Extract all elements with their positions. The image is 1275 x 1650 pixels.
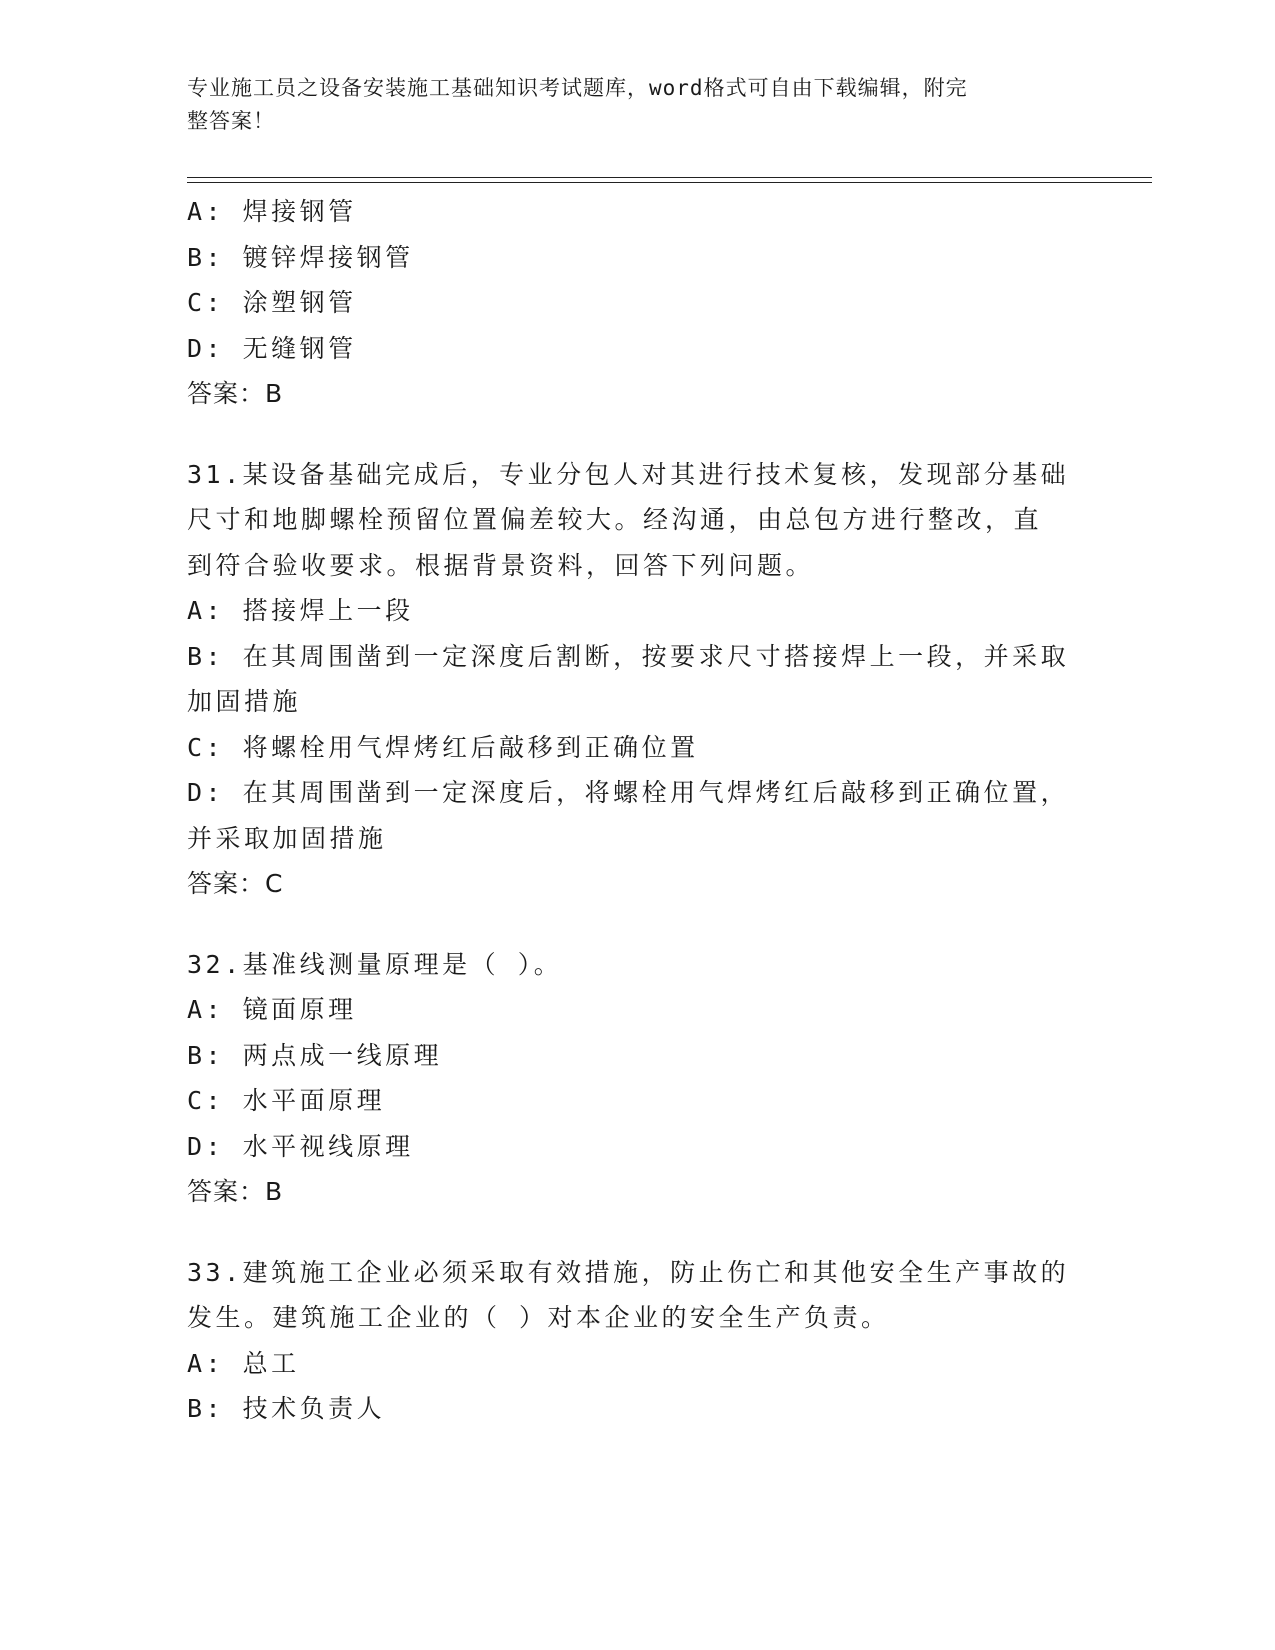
question-30 [187,189,1067,417]
option-b-continued: 加固措施 [187,687,302,716]
option-a: A: 搭接焊上一段 [187,596,414,625]
header-line-1: 专业施工员之设备安装施工基础知识考试题库，word格式可自由下载编辑，附完 [187,76,968,100]
option-a: A: 总工 [187,1348,300,1378]
option-d: D: 无缝钢管 [187,333,357,363]
question-32 [187,942,1067,1215]
option-d-continued: 并采取加固措施 [187,823,387,853]
question-33 [187,1250,1070,1432]
header-divider-bottom [187,182,1152,183]
option-d: D: 水平视线原理 [187,1131,414,1161]
option-b: B: 两点成一线原理 [187,1040,443,1070]
answer: 答案：C [187,869,284,898]
option-d: D: 在其周围凿到一定深度后，将螺栓用气焊烤红后敲移到正确位置， [187,778,1070,807]
question-stem-line: 尺寸和地脚螺栓预留位置偏差较大。经沟通，由总包方进行整改，直 [187,505,1043,534]
question-stem-line: 发生。建筑施工企业的（ ）对本企业的安全生产负责。 [187,1303,890,1332]
question-stem-line: 到符合验收要求。根据背景资料，回答下列问题。 [187,550,815,580]
header-divider-top [187,177,1152,178]
option-c: C: 水平面原理 [187,1086,386,1115]
question-stem-line: 31.某设备基础完成后，专业分包人对其进行技术复核，发现部分基础 [187,459,1070,489]
option-b: B: 在其周围凿到一定深度后割断，按要求尺寸搭接焊上一段，并采取 [187,641,1070,671]
answer: 答案：B [187,1177,284,1206]
question-stem-line: 32.基准线测量原理是（ ）。 [187,949,563,979]
answer: 答案：B [187,379,284,408]
document-header [187,72,1067,138]
option-b: B: 镀锌焊接钢管 [187,242,414,272]
question-list [187,189,1070,1432]
question-stem-line: 33.建筑施工企业必须采取有效措施，防止伤亡和其他安全生产事故的 [187,1257,1070,1287]
option-a: A: 焊接钢管 [187,197,357,226]
option-c: C: 将螺栓用气焊烤红后敲移到正确位置 [187,732,699,762]
option-a: A: 镜面原理 [187,995,357,1024]
header-line-2: 整答案！ [187,109,275,133]
option-b: B: 技术负责人 [187,1394,386,1423]
question-31 [187,452,1070,907]
option-c: C: 涂塑钢管 [187,288,357,317]
